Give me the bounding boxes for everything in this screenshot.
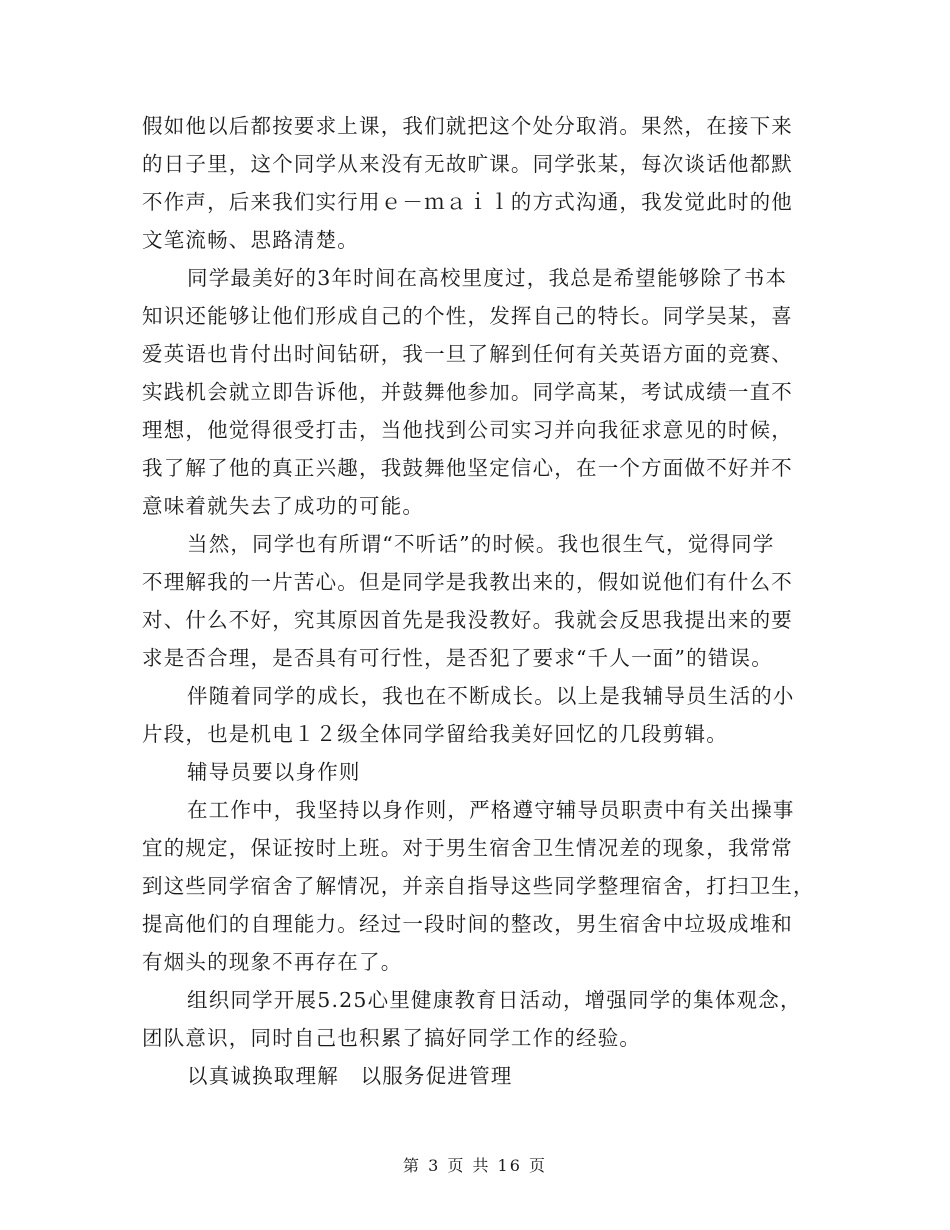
section-heading: 以真诚换取理解 以服务促进管理 bbox=[187, 1064, 513, 1088]
text-line: 组织同学开展5.25心里健康教育日活动，增强同学的集体观念， bbox=[187, 988, 802, 1012]
text-line: 团队意识，同时自己也积累了搞好同学工作的经验。 bbox=[142, 1026, 642, 1050]
section-heading: 辅导员要以身作则 bbox=[187, 760, 361, 784]
text-line: 片段，也是机电１２级全体同学留给我美好回忆的几段剪辑。 bbox=[142, 722, 728, 746]
text-line: 理想，他觉得很受打击，当他找到公司实习并向我征求意见的时候， bbox=[142, 418, 793, 442]
text-line: 伴随着同学的成长，我也在不断成长。以上是我辅导员生活的小 bbox=[187, 684, 795, 708]
text-line: 不作声，后来我们实行用ｅ－ｍａｉｌ的方式沟通，我发觉此时的他 bbox=[142, 190, 793, 214]
text-line: 有烟头的现象不再存在了。 bbox=[142, 950, 403, 974]
text-line: 假如他以后都按要求上课，我们就把这个处分取消。果然，在接下来 bbox=[142, 114, 793, 138]
text-line: 我了解了他的真正兴趣，我鼓舞他坚定信心，在一个方面做不好并不 bbox=[142, 456, 793, 480]
text-line: 到这些同学宿舍了解情况，并亲自指导这些同学整理宿舍，打扫卫生， bbox=[142, 874, 815, 898]
text-line: 不理解我的一片苦心。但是同学是我教出来的，假如说他们有什么不 bbox=[142, 570, 793, 594]
text-line: 提高他们的自理能力。经过一段时间的整改，男生宿舍中垃圾成堆和 bbox=[142, 912, 793, 936]
text-line: 意味着就失去了成功的可能。 bbox=[142, 494, 425, 518]
text-line: 宜的规定，保证按时上班。对于男生宿舍卫生情况差的现象，我常常 bbox=[142, 836, 793, 860]
text-line: 求是否合理，是否具有可行性，是否犯了要求“千人一面”的错误。 bbox=[142, 646, 773, 670]
text-line: 文笔流畅、思路清楚。 bbox=[142, 228, 359, 252]
text-line: 对、什么不好，究其原因首先是我没教好。我就会反思我提出来的要 bbox=[142, 608, 793, 632]
text-line: 实践机会就立即告诉他，并鼓舞他参加。同学高某，考试成绩一直不 bbox=[142, 380, 793, 404]
text-line: 同学最美好的3年时间在高校里度过，我总是希望能够除了书本 bbox=[187, 266, 788, 290]
text-line: 当然，同学也有所谓“不听话”的时候。我也很生气，觉得同学 bbox=[187, 532, 775, 556]
page-number-footer: 第 3 页 共 16 页 bbox=[403, 1156, 547, 1175]
text-line: 知识还能够让他们形成自己的个性，发挥自己的特长。同学吴某，喜 bbox=[142, 304, 793, 328]
text-line: 在工作中，我坚持以身作则，严格遵守辅导员职责中有关出操事 bbox=[187, 798, 795, 822]
text-line: 爱英语也肯付出时间钻研，我一旦了解到任何有关英语方面的竞赛、 bbox=[142, 342, 793, 366]
text-line: 的日子里，这个同学从来没有无故旷课。同学张某，每次谈话他都默 bbox=[142, 152, 793, 176]
